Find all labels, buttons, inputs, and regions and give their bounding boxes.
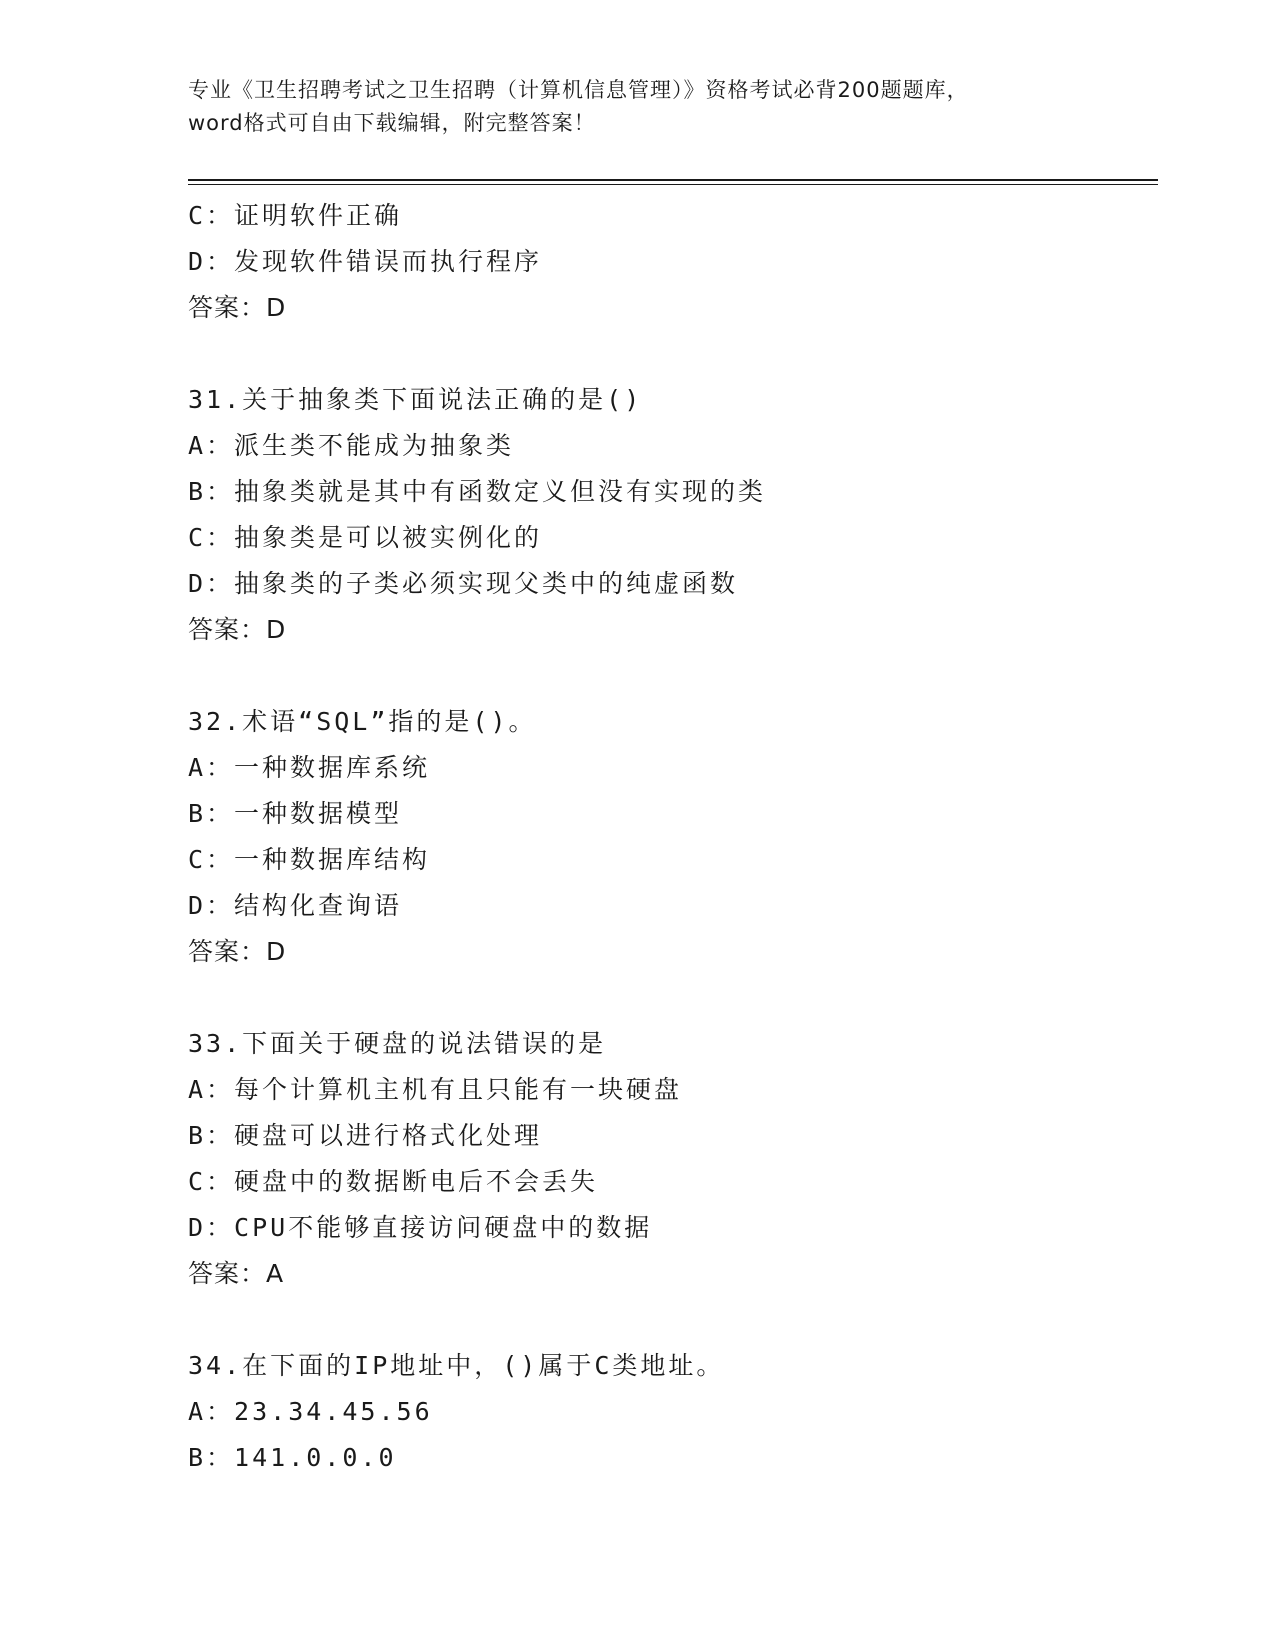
option-b: B：一种数据模型 xyxy=(188,799,403,828)
question-block xyxy=(188,1343,1158,1481)
option-b: B：141.0.0.0 xyxy=(188,1443,397,1472)
option-c: C：硬盘中的数据断电后不会丢失 xyxy=(188,1167,599,1196)
header-divider-thick xyxy=(188,179,1158,181)
question-block-continuation xyxy=(188,193,1158,331)
option-a: A：派生类不能成为抽象类 xyxy=(188,431,515,460)
answer-line: 答案：D xyxy=(188,293,287,322)
question-block xyxy=(188,377,1158,653)
question-text: 31.关于抽象类下面说法正确的是() xyxy=(188,385,643,414)
header-line-1: 专业《卫生招聘考试之卫生招聘（计算机信息管理）》资格考试必背200题题库， xyxy=(188,78,969,102)
option-a: A：23.34.45.56 xyxy=(188,1397,433,1426)
option-b: B：硬盘可以进行格式化处理 xyxy=(188,1121,543,1150)
header-line-2: word格式可自由下载编辑，附完整答案！ xyxy=(188,111,596,135)
answer-line: 答案：D xyxy=(188,937,287,966)
question-text: 34.在下面的IP地址中，()属于C类地址。 xyxy=(188,1351,725,1380)
option-a: A：每个计算机主机有且只能有一块硬盘 xyxy=(188,1075,683,1104)
question-block xyxy=(188,699,1158,975)
answer-line: 答案：A xyxy=(188,1259,285,1288)
option-d: D：抽象类的子类必须实现父类中的纯虚函数 xyxy=(188,569,739,598)
question-text: 33.下面关于硬盘的说法错误的是 xyxy=(188,1029,607,1058)
option-c: C：证明软件正确 xyxy=(188,201,403,230)
option-d: D：发现软件错误而执行程序 xyxy=(188,247,543,276)
header-divider-thin xyxy=(188,184,1158,185)
spacer xyxy=(188,1297,1158,1343)
option-d: D：结构化查询语 xyxy=(188,891,403,920)
option-a: A：一种数据库系统 xyxy=(188,753,431,782)
option-d: D：CPU不能够直接访问硬盘中的数据 xyxy=(188,1213,653,1242)
spacer xyxy=(188,653,1158,699)
option-b: B：抽象类就是其中有函数定义但没有实现的类 xyxy=(188,477,767,506)
option-c: C：一种数据库结构 xyxy=(188,845,431,874)
spacer xyxy=(188,975,1158,1021)
spacer xyxy=(188,331,1158,377)
document-header xyxy=(188,74,1088,140)
question-block xyxy=(188,1021,1158,1297)
question-list xyxy=(188,193,1158,1481)
answer-line: 答案：D xyxy=(188,615,287,644)
option-c: C：抽象类是可以被实例化的 xyxy=(188,523,543,552)
question-text: 32.术语“SQL”指的是()。 xyxy=(188,707,537,736)
